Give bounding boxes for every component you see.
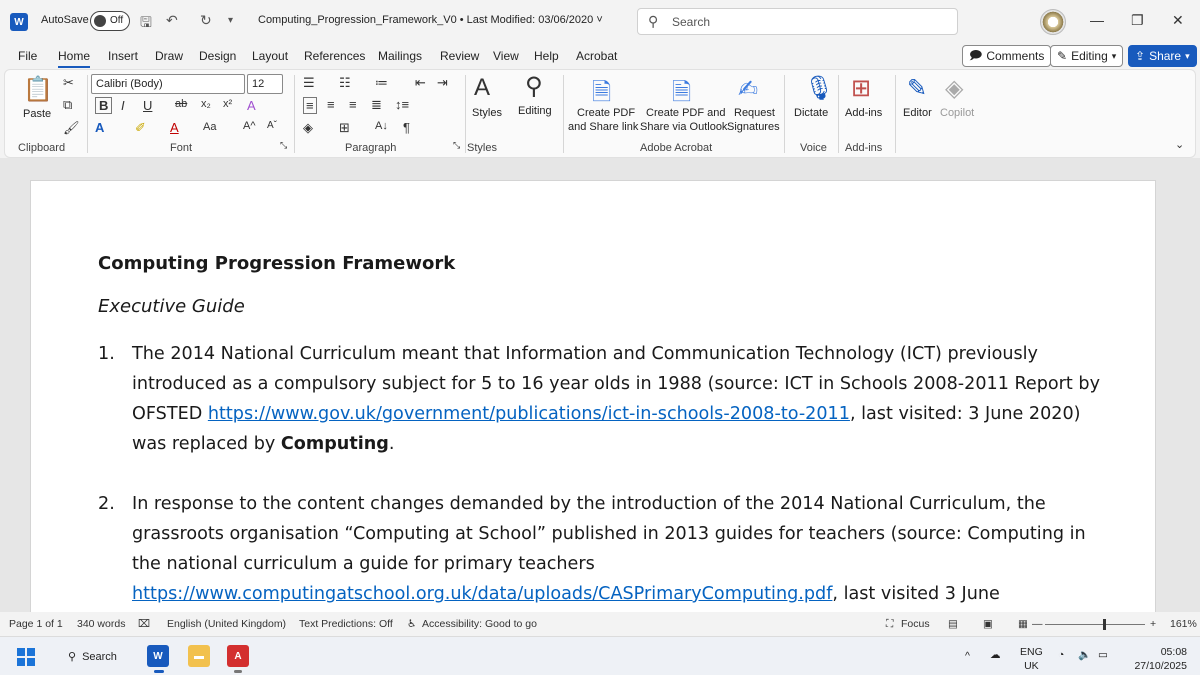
wifi-icon[interactable]: ◔ <box>1058 649 1065 661</box>
list-item <box>98 489 1108 609</box>
pdf-outlook-label-2[interactable]: Share via Outlook <box>640 121 728 133</box>
language[interactable]: English (United Kingdom) <box>167 618 287 630</box>
accessibility-icon: ♿ <box>407 618 417 630</box>
zoom-in-icon[interactable]: + <box>1150 618 1157 630</box>
hyperlink[interactable]: https://www.gov.uk/government/publications/ict-in-schools-2008-to-2011 <box>207 404 850 424</box>
minimize-button[interactable]: — <box>1090 12 1104 28</box>
tab-help[interactable]: Help <box>534 49 559 63</box>
accessibility-status[interactable]: Accessibility: Good to go <box>422 618 537 630</box>
date: 27/10/2025 <box>1134 660 1187 672</box>
read-mode-icon[interactable]: ▤ <box>948 618 958 630</box>
battery-icon[interactable]: ▭ <box>1098 649 1108 661</box>
chevron-down-icon: ▾ <box>1185 50 1190 61</box>
align-right-icon[interactable]: ≡ <box>349 97 357 112</box>
focus-button[interactable]: Focus <box>901 618 930 630</box>
bold-icon[interactable]: B <box>95 97 112 114</box>
zoom-slider-thumb[interactable] <box>1103 619 1106 630</box>
page-count[interactable]: Page 1 of 1 <box>9 618 63 630</box>
text: , last visited: 3 June 2020) was replaced by <box>132 404 1081 454</box>
pdf-outlook-icon[interactable]: 🗎 <box>672 79 692 106</box>
autosave-state: Off <box>110 15 124 26</box>
chevron-down-icon: ▾ <box>1111 50 1117 61</box>
focus-icon: ⛶ <box>886 618 894 630</box>
collapse-ribbon-icon[interactable]: ⌄ <box>1175 139 1185 151</box>
font-color-icon[interactable]: A <box>170 120 179 135</box>
tab-insert[interactable]: Insert <box>108 49 139 63</box>
app-indicator <box>234 670 242 673</box>
align-left-icon[interactable]: ≡ <box>303 97 317 114</box>
list-item <box>98 339 1108 459</box>
tab-acrobat[interactable]: Acrobat <box>576 49 618 63</box>
divider <box>563 75 564 153</box>
paste-label[interactable]: Paste <box>23 108 52 120</box>
text: The 2014 National Curriculum meant that Information and Communication Technology (ICT) previously introduced as a compulsory subject for 5 to 16 year olds in 1988 (source: ICT in Schools 2008-2011 Report by OFSTED <box>132 344 1100 424</box>
group-clipboard: Clipboard <box>18 142 66 154</box>
request-label-2[interactable]: Signatures <box>727 121 780 133</box>
comment-icon: 🗩 <box>969 47 983 62</box>
copilot-icon: ◈ <box>945 75 964 102</box>
editing-label: Editing <box>1071 49 1108 63</box>
print-layout-icon[interactable]: ▣ <box>983 618 993 630</box>
text-predictions[interactable]: Text Predictions: Off <box>299 618 393 630</box>
show-marks-icon[interactable]: ¶ <box>403 120 410 135</box>
ribbon <box>4 69 1196 158</box>
clear-formatting-icon[interactable]: A <box>247 98 256 113</box>
shrink-font-icon[interactable]: Aˇ <box>267 120 277 131</box>
undo-icon[interactable]: ↶ <box>166 12 178 28</box>
addins-label[interactable]: Add-ins <box>845 107 883 119</box>
word-count[interactable]: 340 words <box>77 618 126 630</box>
zoom-out-icon[interactable]: — <box>1032 618 1043 630</box>
editing-label[interactable]: Editing <box>518 105 552 117</box>
search-box[interactable] <box>637 8 958 35</box>
tab-home[interactable]: Home <box>58 49 91 63</box>
toggle-knob <box>94 15 106 27</box>
share-button[interactable] <box>1128 45 1197 67</box>
document-page[interactable] <box>30 180 1156 612</box>
text: . <box>388 434 395 454</box>
comments-label: Comments <box>986 49 1045 63</box>
divider <box>87 75 88 153</box>
tab-review[interactable]: Review <box>440 49 480 63</box>
status-bar <box>0 612 1200 636</box>
create-pdf-label-1[interactable]: Create PDF <box>577 107 636 119</box>
input-language[interactable] <box>1020 645 1043 673</box>
paste-icon[interactable]: 📋 <box>23 76 53 103</box>
sort-icon[interactable]: A↓ <box>375 120 388 132</box>
zoom-level[interactable]: 161% <box>1170 618 1197 630</box>
region-code: UK <box>1024 660 1039 672</box>
subscript-icon[interactable]: x₂ <box>201 98 211 110</box>
borders-icon[interactable]: ⊞ <box>339 120 350 135</box>
signature-icon[interactable]: ✍ <box>738 76 759 103</box>
microphone-icon[interactable]: 🎙 <box>804 75 835 102</box>
avatar[interactable] <box>1040 9 1066 35</box>
copilot-label: Copilot <box>940 107 975 119</box>
taskbar-search[interactable] <box>60 643 130 670</box>
list-number: 2. <box>98 494 115 514</box>
find-icon[interactable]: ⚲ <box>525 73 543 100</box>
list-number: 1. <box>98 344 115 364</box>
grow-font-icon[interactable]: A^ <box>243 120 256 132</box>
customize-qa-icon[interactable]: ▾ <box>228 15 234 26</box>
taskbar-search-label: Search <box>82 650 117 663</box>
highlight-icon[interactable]: ✐ <box>135 120 146 135</box>
document-heading: Computing Progression Framework <box>98 253 456 274</box>
word-logo-icon: W <box>10 13 28 31</box>
strikethrough-icon[interactable]: ab <box>175 98 188 110</box>
font-size-combo[interactable]: 12 <box>247 74 283 94</box>
document-title[interactable]: Computing_Progression_Framework_V0 • Last Modified: 03/06/2020 ˅ <box>258 14 603 26</box>
pencil-icon: ✎ <box>1057 49 1068 63</box>
time: 05:08 <box>1160 646 1187 658</box>
group-adobe: Adobe Acrobat <box>640 142 713 154</box>
tab-draw[interactable]: Draw <box>155 49 184 63</box>
windows-start-icon[interactable] <box>17 648 35 666</box>
dialog-launcher-icon[interactable]: ⤡ <box>453 140 461 150</box>
document-area <box>0 158 1200 612</box>
bullets-icon[interactable]: ☰ <box>303 75 315 90</box>
multilevel-list-icon[interactable]: ≔ <box>375 75 388 90</box>
save-icon[interactable]: 🖫 <box>140 14 152 30</box>
editing-mode-button[interactable] <box>1050 45 1123 67</box>
text-effects-icon[interactable]: A <box>95 120 105 135</box>
copy-icon[interactable]: ⧉ <box>63 97 73 112</box>
web-layout-icon[interactable]: ▦ <box>1018 618 1028 630</box>
search-placeholder: Search <box>672 15 711 29</box>
divider <box>838 75 839 153</box>
hyperlink[interactable]: https://www.computingatschool.org.uk/data/uploads/CASPrimaryComputing.pdf <box>132 584 833 604</box>
styles-label[interactable]: Styles <box>472 107 502 119</box>
group-styles: Styles <box>467 142 497 154</box>
acrobat-app-icon[interactable]: A <box>227 645 249 667</box>
autosave-label: AutoSave <box>41 14 89 26</box>
addins-icon[interactable]: ⊞ <box>851 75 872 102</box>
search-icon: ⚲ <box>648 13 659 29</box>
tab-mailings[interactable]: Mailings <box>378 49 423 63</box>
volume-icon[interactable]: 🔈 <box>1078 649 1092 661</box>
restore-button[interactable]: ❐ <box>1131 12 1144 28</box>
text: In response to the content changes demanded by the introduction of the 2014 National Curriculum, the grassroots organisation “Computing at School” published in 2013 guides for teachers (source: Computing in the national curriculum a guide for primary teachers <box>132 494 1086 574</box>
group-voice: Voice <box>800 142 827 154</box>
tab-layout[interactable]: Layout <box>252 49 289 63</box>
pdf-outlook-label-1[interactable]: Create PDF and <box>646 107 726 119</box>
close-button[interactable]: ✕ <box>1172 12 1184 28</box>
text: , last visited 3 June <box>832 584 1000 604</box>
italic-icon[interactable]: I <box>121 98 125 113</box>
request-label-1[interactable]: Request <box>734 107 775 119</box>
format-painter-icon[interactable]: 🖌 <box>63 120 80 135</box>
underline-icon[interactable]: U <box>143 98 153 113</box>
search-icon: ⚲ <box>68 651 77 663</box>
group-paragraph: Paragraph <box>345 142 397 154</box>
word-app-icon[interactable]: W <box>147 645 169 667</box>
shading-icon[interactable]: ◈ <box>303 120 313 135</box>
decrease-indent-icon[interactable]: ⇤ <box>415 75 426 90</box>
group-addins: Add-ins <box>845 142 883 154</box>
line-spacing-icon[interactable]: ↕≡ <box>395 97 410 112</box>
editor-label[interactable]: Editor <box>903 107 932 119</box>
tab-file[interactable]: File <box>18 49 38 63</box>
divider <box>294 75 295 153</box>
align-center-icon[interactable]: ≡ <box>327 97 335 112</box>
comments-button[interactable] <box>962 45 1051 67</box>
dictate-label[interactable]: Dictate <box>794 107 829 119</box>
taskbar <box>0 636 1200 675</box>
styles-icon[interactable]: A <box>474 74 491 101</box>
redo-icon[interactable]: ↻ <box>200 12 212 28</box>
share-label: Share <box>1149 49 1182 63</box>
numbering-icon[interactable]: ☷ <box>339 75 351 90</box>
list-body <box>132 489 1108 609</box>
divider <box>895 75 896 153</box>
proofing-icon[interactable]: ⌧ <box>138 618 151 630</box>
divider <box>465 75 466 153</box>
list-body <box>132 339 1108 459</box>
font-name-combo[interactable]: Calibri (Body) <box>91 74 245 94</box>
cut-icon[interactable]: ✂ <box>63 75 74 90</box>
create-pdf-icon[interactable]: 🗎 <box>592 79 612 106</box>
title-bar <box>0 0 1200 44</box>
group-font: Font <box>170 142 193 154</box>
clock[interactable] <box>1127 645 1187 673</box>
superscript-icon[interactable]: x² <box>223 98 233 110</box>
change-case-icon[interactable]: Aa <box>203 121 217 133</box>
justify-icon[interactable]: ≣ <box>371 97 382 112</box>
onedrive-icon[interactable]: ☁ <box>990 649 1001 661</box>
share-icon: ⇪ <box>1135 49 1146 63</box>
autosave-toggle[interactable] <box>90 11 130 31</box>
tab-references[interactable]: References <box>304 49 366 63</box>
active-tab-indicator <box>58 66 90 68</box>
tab-view[interactable]: View <box>493 49 519 63</box>
editor-icon[interactable]: ✎ <box>907 75 928 102</box>
active-app-indicator <box>154 670 164 673</box>
chevron-up-icon[interactable]: ^ <box>965 650 970 662</box>
create-pdf-label-2[interactable]: and Share link <box>568 121 639 133</box>
bold-text: Computing <box>280 434 389 454</box>
tab-design[interactable]: Design <box>199 49 237 63</box>
language-code: ENG <box>1020 646 1043 658</box>
dialog-launcher-icon[interactable]: ⤡ <box>280 140 288 150</box>
file-explorer-icon[interactable]: ▬ <box>188 645 210 667</box>
divider <box>784 75 785 153</box>
zoom-slider[interactable] <box>1045 624 1145 625</box>
increase-indent-icon[interactable]: ⇥ <box>437 75 448 90</box>
document-subheading: Executive Guide <box>98 296 245 317</box>
